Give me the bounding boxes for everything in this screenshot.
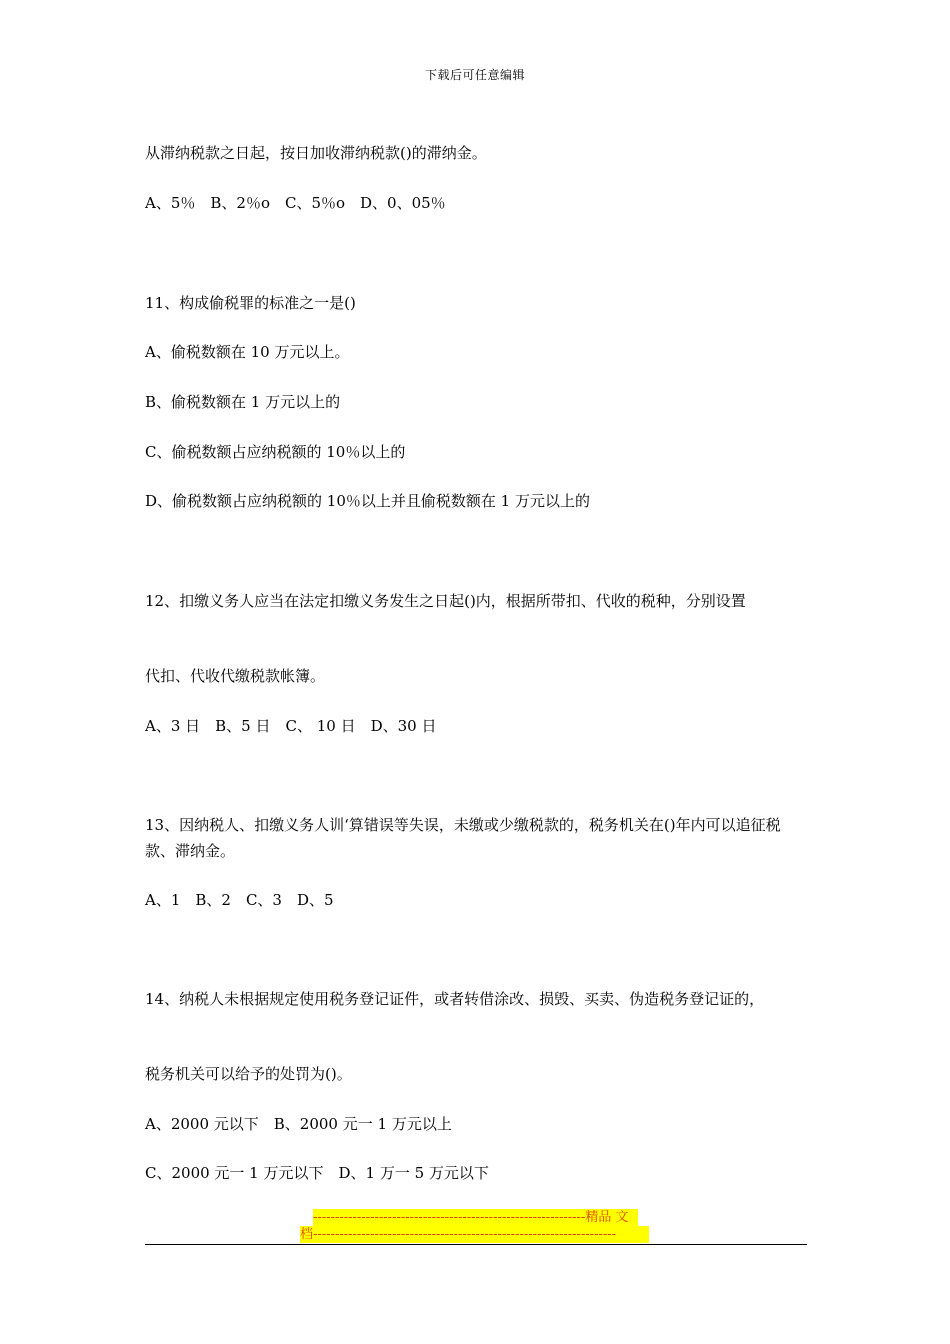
options-14-ab: A、2000 元以下 B、2000 元一 1 万元以上 xyxy=(145,1115,452,1133)
footer-banner-line1: --------------------------------------------------------------精品 文 xyxy=(313,1209,638,1226)
option-11-c: C、偷税数额占应纳税额的 10％以上的 xyxy=(145,443,406,461)
options-10: A、5％ B、2％o C、5％o D、0、05％ xyxy=(145,194,446,212)
option-11-d: D、偷税数额占应纳税额的 10％以上并且偷税数额在 1 万元以上的 xyxy=(145,492,590,510)
footer-banner xyxy=(300,1209,650,1243)
question-stem-10: 从滞纳税款之日起，按日加收滞纳税款()的滞纳金。 xyxy=(145,144,487,162)
page-header: 下载后可任意编辑 xyxy=(424,68,525,82)
question-12: 12、扣缴义务人应当在法定扣缴义务发生之日起()内，根据所带扣、代收的税种，分别设置 xyxy=(145,592,746,610)
option-11-a: A、偷税数额在 10 万元以上。 xyxy=(145,343,350,361)
question-12-cont: 代扣、代收代缴税款帐簿。 xyxy=(145,667,326,685)
options-13: A、1 B、2 C、3 D、5 xyxy=(145,891,334,909)
question-11: 11、构成偷税罪的标准之一是() xyxy=(145,294,356,312)
question-14: 14、纳税人未根据规定使用税务登记证件，或者转借涂改、损毁、买卖、伪造税务登记证的， xyxy=(145,990,765,1008)
options-14-cd: C、2000 元一 1 万元以下 D、1 万一 5 万元以下 xyxy=(145,1164,489,1182)
question-14-cont: 税务机关可以给予的处罚为()。 xyxy=(145,1065,352,1083)
question-13: 13、因纳税人、扣缴义务人训‘算错误等失误，未缴或少缴税款的，税务机关在()年内可以追征税款、滞纳金。 xyxy=(145,816,781,860)
footer-rule xyxy=(145,1244,807,1245)
option-11-b: B、偷税数额在 1 万元以上的 xyxy=(145,393,341,411)
options-12: A、3 日 B、5 日 C、 10 日 D、30 日 xyxy=(145,717,437,735)
footer-banner-line2: 档--------------------------------------------------------------------- xyxy=(300,1226,649,1243)
